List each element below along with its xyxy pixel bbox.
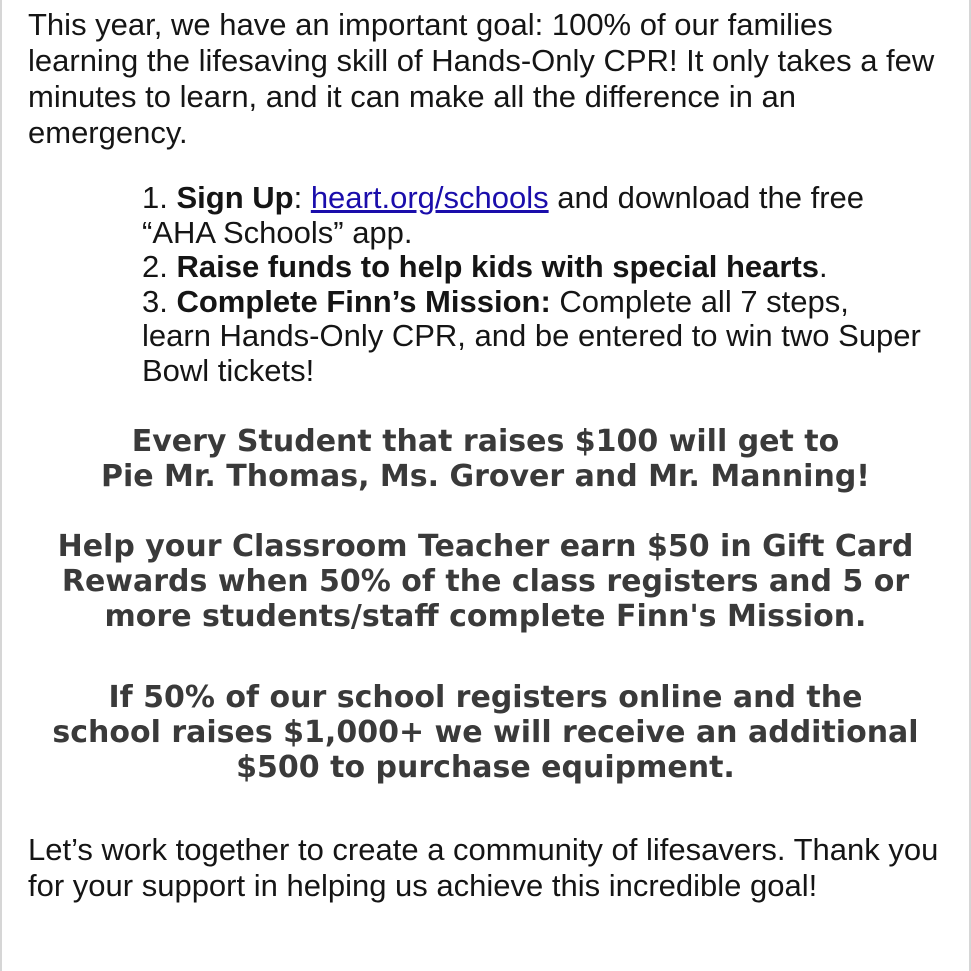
steps-list [142, 181, 922, 388]
step-text: and download the free “AHA Schools” app. [142, 180, 865, 250]
step-title: Raise funds to help kids with special hearts [176, 249, 820, 284]
teacher-reward-callout [18, 529, 953, 634]
intro-paragraph: This year, we have an important goal: 100% of our families learning the lifesaving skill of Hands-Only CPR! It only takes a few minutes to learn, and it can make all the difference in an emergency. [28, 7, 935, 150]
school-equipment-callout [18, 680, 953, 785]
step-number: 3. [142, 283, 177, 319]
step-finns-mission [142, 285, 922, 389]
step-separator: : [293, 180, 311, 215]
closing-paragraph: Let’s work together to create a community of lifesavers. Thank you for your support in helping us achieve this incredible goal! [28, 832, 939, 903]
callout-line: more students/staff complete Finn's Mission. [104, 599, 867, 634]
step-text: Complete all 7 steps, learn Hands-Only CPR, and be entered to win two Super Bowl tickets! [142, 283, 921, 388]
callout-line: school raises $1,000+ we will receive an additional [52, 715, 919, 750]
callout-line: $500 to purchase equipment. [236, 750, 735, 785]
pie-teachers-callout [18, 424, 953, 494]
step-number: 1. [142, 180, 177, 215]
callout-line: If 50% of our school registers online and the [108, 680, 863, 715]
callout-line: Help your Classroom Teacher earn $50 in Gift Card [57, 529, 914, 564]
step-sign-up [142, 181, 922, 250]
step-title: Sign Up [176, 180, 294, 215]
step-raise-funds [142, 250, 922, 285]
callout-line: Pie Mr. Thomas, Ms. Grover and Mr. Manning! [101, 459, 870, 494]
step-title: Complete Finn’s Mission: [176, 283, 551, 319]
heart-org-schools-link[interactable]: heart.org/schools [310, 180, 549, 215]
callout-line: Every Student that raises $100 will get to [131, 424, 840, 459]
step-text: . [819, 249, 828, 284]
callout-line: Rewards when 50% of the class registers and 5 or [61, 564, 910, 599]
step-number: 2. [142, 249, 177, 284]
